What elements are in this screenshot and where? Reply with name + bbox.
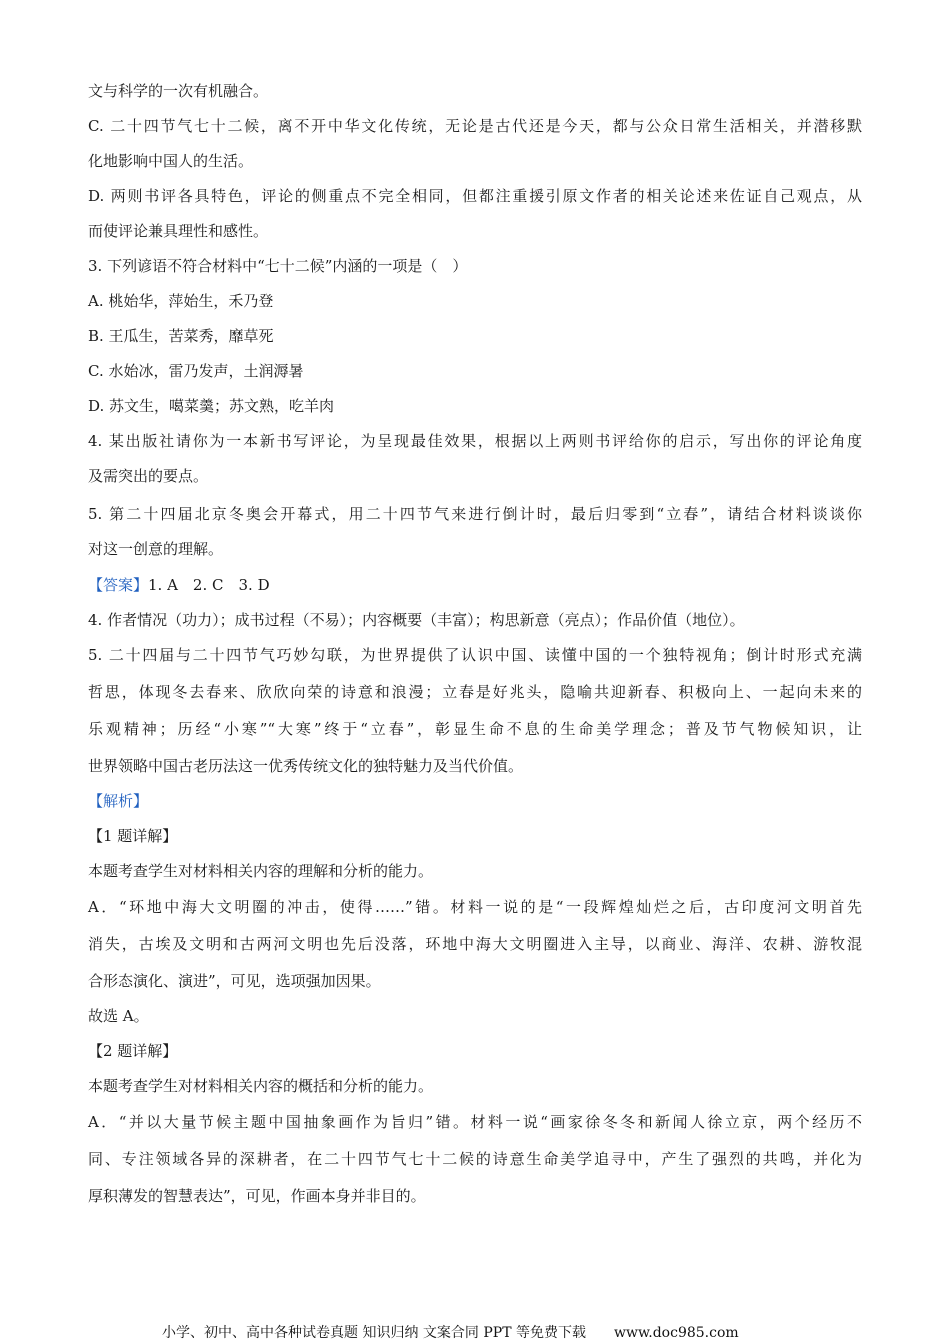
answer-5: 5. 二十四届与二十四节气巧妙勾联，为世界提供了认识中国、读懂中国的一个独特视角；倒计时形式充满 <box>88 646 862 664</box>
text-line: 文与科学的一次有机融合。 <box>88 82 269 100</box>
answer-4: 4. 作者情况（功力）；成书过程（不易）；内容概要（丰富）；构思新意（亮点）；作品价值（地位）。 <box>88 611 745 629</box>
text-line: 对这一创意的理解。 <box>88 540 224 558</box>
text-line: 哲思，体现冬去春来、欣欣向荣的诗意和浪漫；立春是好兆头，隐喻共迎新春、积极向上、一起向未来的 <box>88 683 862 701</box>
page-footer: 小学、初中、高中各种试卷真题 知识归纳 文案合同 PPT 等免费下载 www.doc985.com <box>162 1325 739 1341</box>
text-line: 化地影响中国人的生活。 <box>88 152 254 170</box>
section-heading: 【1 题详解】 <box>88 827 178 845</box>
option-d: D. 两则书评各具特色，评论的侧重点不完全相同，但都注重援引原文作者的相关论述来佐证自己观点，从 <box>88 187 862 205</box>
answer-label: 【答案】 <box>88 576 149 594</box>
answer-line <box>88 574 862 596</box>
question-4: 4. 某出版社请你为一本新书写评论，为呈现最佳效果，根据以上两则书评给你的启示，写出你的评论角度 <box>88 432 862 450</box>
option-d: D. 苏文生，噶菜羹；苏文熟，吃羊肉 <box>88 397 335 415</box>
option-b: B. 王瓜生，苦菜秀，靡草死 <box>88 327 274 345</box>
option-c: C. 水始冰，雷乃发声，土润溽暑 <box>88 362 304 380</box>
answer-choices: 1. A 2. C 3. D <box>148 576 270 594</box>
text-line: 同、专注领域各异的深耕者，在二十四节气七十二候的诗意生命美学追寻中，产生了强烈的共鸣，并化为 <box>88 1150 862 1168</box>
question-5: 5. 第二十四届北京冬奥会开幕式，用二十四节气来进行倒计时，最后归零到“立春”，请结合材料谈谈你 <box>88 505 862 523</box>
text-line: A．“并以大量节候主题中国抽象画作为旨归”错。材料一说“画家徐冬冬和新闻人徐立京，两个经历不 <box>88 1113 862 1131</box>
option-a: A. 桃始华，萍始生，禾乃登 <box>88 292 274 310</box>
option-c: C. 二十四节气七十二候，离不开中华文化传统，无论是古代还是今天，都与公众日常生活相关，并潜移默 <box>88 117 862 135</box>
text-line: 而使评论兼具理性和感性。 <box>88 222 269 240</box>
text-line: 合形态演化、演进”，可见，选项强加因果。 <box>88 972 381 990</box>
text-line: A．“环地中海大文明圈的冲击，使得……”错。材料一说的是“一段辉煌灿烂之后，古印度河文明首先 <box>88 898 862 916</box>
text-line: 本题考查学生对材料相关内容的概括和分析的能力。 <box>88 1077 434 1095</box>
text-line: 消失，古埃及文明和古两河文明也先后没落，环地中海大文明圈进入主导，以商业、海洋、农耕、游牧混 <box>88 935 862 953</box>
section-heading: 【2 题详解】 <box>88 1042 178 1060</box>
text-line: 及需突出的要点。 <box>88 467 209 485</box>
text-line: 本题考查学生对材料相关内容的理解和分析的能力。 <box>88 862 434 880</box>
analysis-label: 【解析】 <box>88 792 149 810</box>
text-line: 乐观精神；历经“小寒”“大寒”终于“立春”，彰显生命不息的生命美学理念；普及节气物候知识，让 <box>88 720 862 738</box>
text-line: 世界领略中国古老历法这一优秀传统文化的独特魅力及当代价值。 <box>88 757 524 775</box>
text-line: 故选 A。 <box>88 1007 149 1025</box>
text-line: 厚积薄发的智慧表达”，可见，作画本身并非目的。 <box>88 1187 426 1205</box>
question-3: 3. 下列谚语不符合材料中“七十二候”内涵的一项是（ ） <box>88 257 468 275</box>
